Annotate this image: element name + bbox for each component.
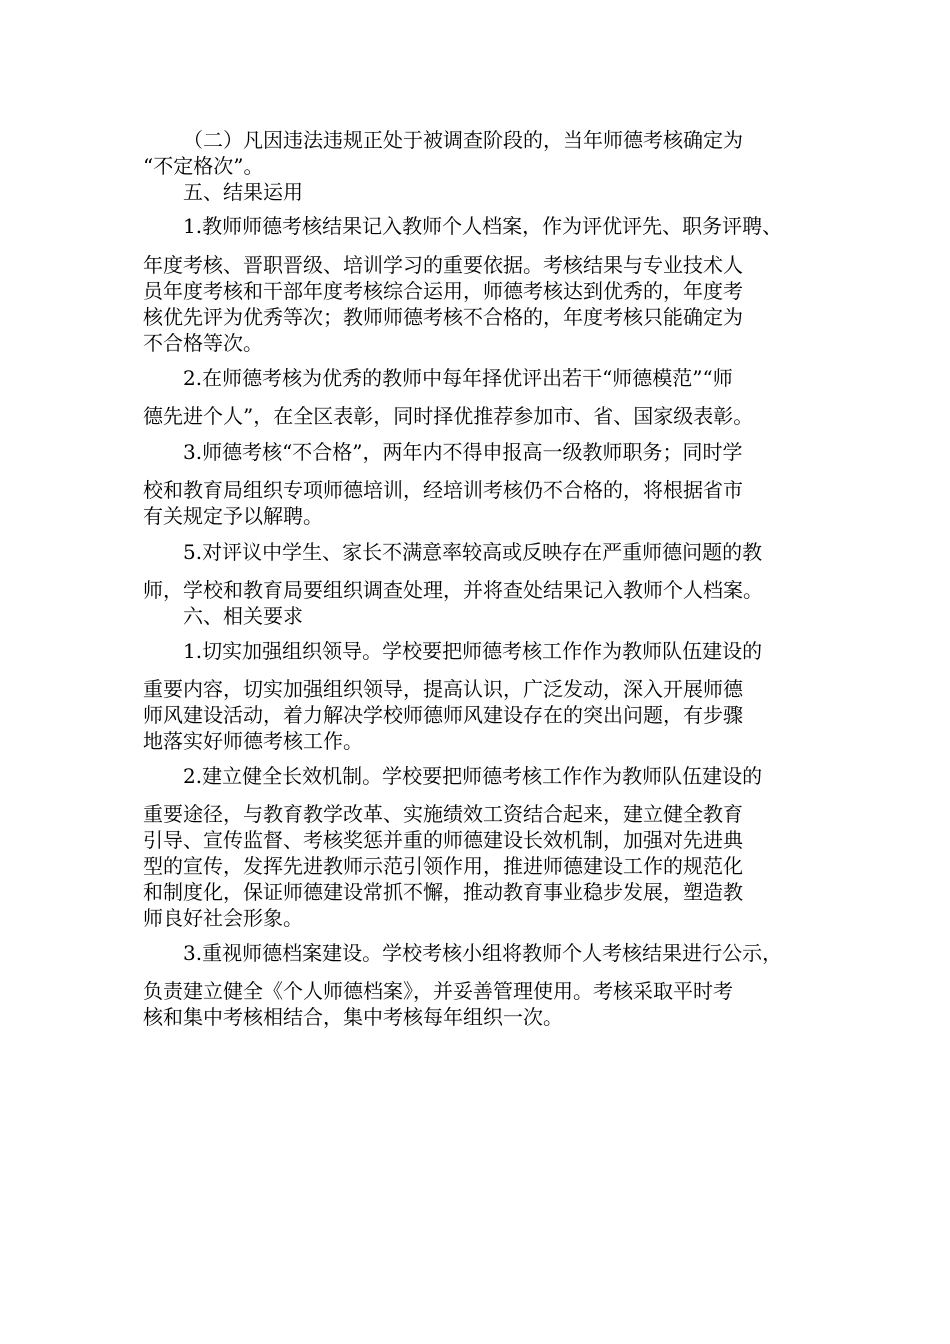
text-line: 型的宣传，发挥先进教师示范引领作用，推进师德建设工作的规范化 [143,854,743,878]
text-line: 引导、宣传监督、考核奖惩并重的师德建设长效机制，加强对先进典 [143,828,743,852]
text-line: 负责建立健全《个人师德档案》，并妥善管理使用。考核采取平时考 [143,979,733,1003]
text-line: 和制度化，保证师德建设常抓不懈，推动教育事业稳步发展，塑造教 [143,880,743,904]
text-line: 2.建立健全长效机制。学校要把师德考核工作作为教师队伍建设的 [183,764,763,788]
section-heading: 五、结果运用 [183,180,303,204]
text-line: 1.教师师德考核结果记入教师个人档案，作为评优评先、职务评聘、 [183,214,783,238]
text-line: 1.切实加强组织领导。学校要把师德考核工作作为教师队伍建设的 [183,639,763,663]
text-line: 有关规定予以解聘。 [143,504,323,528]
text-line: 师，学校和教育局要组织调查处理，并将查处结果记入教师个人档案。 [143,578,763,602]
text-line: 德先进个人”，在全区表彰，同时择优推荐参加市、省、国家级表彰。 [143,404,754,428]
text-line: 不合格等次。 [143,331,263,355]
text-line: 3.师德考核“不合格”，两年内不得申报高一级教师职务；同时学 [183,440,743,464]
text-line: 3.重视师德档案建设。学校考核小组将教师个人考核结果进行公示， [183,941,783,965]
text-line: 校和教育局组织专项师德培训，经培训考核仍不合格的，将根据省市 [143,478,743,502]
text-line: “不定格次”。 [143,154,264,178]
text-line: 年度考核、晋职晋级、培训学习的重要依据。考核结果与专业技术人 [143,253,743,277]
text-line: 重要途径，与教育教学改革、实施绩效工资结合起来，建立健全教育 [143,802,743,826]
text-line: 地落实好师德考核工作。 [143,729,363,753]
text-line: 重要内容，切实加强组织领导，提高认识，广泛发动，深入开展师德 [143,677,743,701]
text-line: 2.在师德考核为优秀的教师中每年择优评出若干“师德模范”“师 [183,366,733,390]
text-line: 师风建设活动，着力解决学校师德师风建设存在的突出问题，有步骤 [143,703,743,727]
text-line: 5.对评议中学生、家长不满意率较高或反映存在严重师德问题的教 [183,540,763,564]
text-line: 员年度考核和干部年度考核综合运用，师德考核达到优秀的，年度考 [143,279,743,303]
text-line: 核和集中考核相结合，集中考核每年组织一次。 [143,1005,563,1029]
section-heading: 六、相关要求 [183,604,303,628]
text-line: 师良好社会形象。 [143,906,303,930]
text-line: 核优先评为优秀等次；教师师德考核不合格的，年度考核只能确定为 [143,305,743,329]
text-line: （二）凡因违法违规正处于被调查阶段的，当年师德考核确定为 [183,128,743,152]
